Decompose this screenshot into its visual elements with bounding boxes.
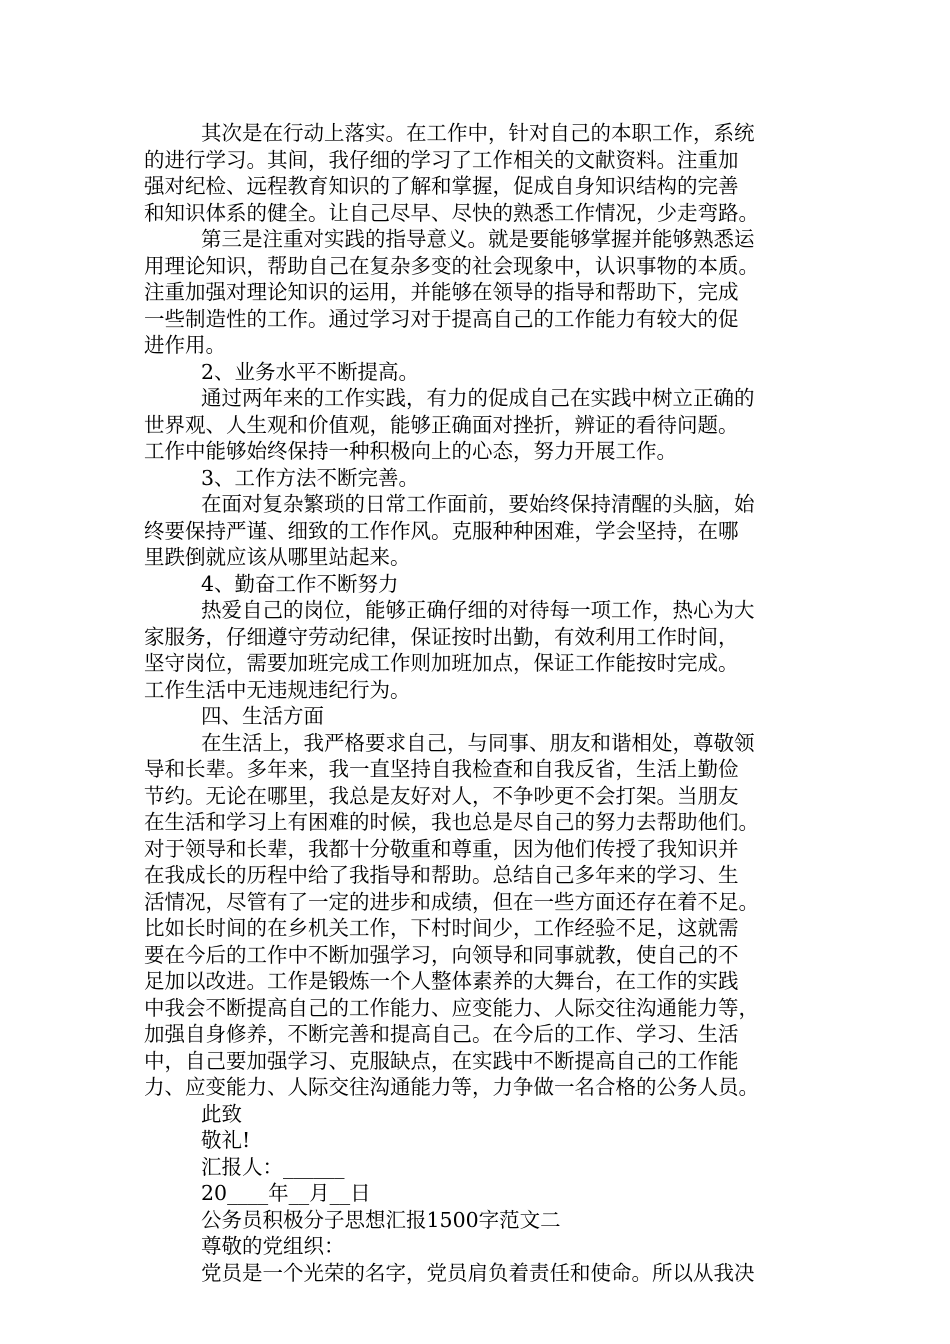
text-line: 强对纪检、远程教育知识的了解和掌握，促成自身知识结构的完善 [144, 174, 739, 198]
text-line: 在生活和学习上有困难的时候，我也总是尽自己的努力去帮助他们。 [144, 810, 759, 834]
text-line: 比如长时间的在乡机关工作，下村时间少，工作经验不足，这就需 [144, 916, 739, 940]
text-line: 工作生活中无违规违纪行为。 [144, 677, 411, 702]
text-line: 3、工作方法不断完善。 [201, 465, 420, 490]
text-line: 节约。无论在哪里，我总是友好对人，不争吵更不会打架。当朋友 [144, 783, 739, 808]
text-line: 中，自己要加强学习、克服缺点，在实践中不断提高自己的工作能 [144, 1048, 739, 1073]
text-line: 在面对复杂繁琐的日常工作面前，要始终保持清醒的头脑，始 [201, 492, 755, 516]
text-line: 2、业务水平不断提高。 [201, 359, 420, 384]
text-line: 在我成长的历程中给了我指导和帮助。总结自己多年来的学习、生 [144, 863, 739, 887]
text-line: 注重加强对理论知识的运用，并能够在领导的指导和帮助下，完成 [144, 280, 739, 304]
text-line: 足加以改进。工作是锻炼一个人整体素养的大舞台，在工作的实践 [144, 969, 739, 993]
text-line: 家服务，仔细遵守劳动纪律，保证按时出勤，有效利用工作时间， [144, 624, 739, 649]
text-line: 活情况，尽管有了一定的进步和成绩，但在一些方面还存在着不足。 [144, 889, 759, 914]
text-line: 此致 [201, 1101, 242, 1126]
text-line: 尊敬的党组织： [201, 1234, 345, 1258]
text-line: 力、应变能力、人际交往沟通能力等，力争做一名合格的公务人员。 [144, 1075, 759, 1099]
text-line: 4、勤奋工作不断努力 [201, 571, 399, 596]
text-line: 终要保持严谨、细致的工作作风。克服种种困难，学会坚持，在哪 [144, 518, 739, 543]
text-line: 四、生活方面 [201, 704, 324, 728]
text-line: 其次是在行动上落实。在工作中，针对自己的本职工作，系统 [201, 121, 755, 145]
text-line: 敬礼! [201, 1128, 251, 1152]
text-line: 世界观、人生观和价值观，能够正确面对挫折，辨证的看待问题。 [144, 412, 739, 437]
text-line: 导和长辈。多年来，我一直坚持自我检查和自我反省，生活上勤俭 [144, 757, 739, 781]
text-line: 加强自身修养，不断完善和提高自己。在今后的工作、学习、生活 [144, 1022, 739, 1046]
text-line: 坚守岗位，需要加班完成工作则加班加点，保证工作能按时完成。 [144, 651, 739, 675]
text-line: 20____年__月__日 [201, 1181, 371, 1205]
text-line: 要在今后的工作中不断加强学习，向领导和同事就教，使自己的不 [144, 942, 739, 967]
text-line: 用理论知识，帮助自己在复杂多变的社会现象中，认识事物的本质。 [144, 253, 759, 278]
document-body [144, 120, 814, 1286]
text-line: 公务员积极分子思想汇报1500字范文二 [201, 1207, 561, 1232]
text-line: 在生活上，我严格要求自己，与同事、朋友和谐相处，尊敬领 [201, 730, 755, 755]
text-line: 对于领导和长辈，我都十分敬重和尊重，因为他们传授了我知识并 [144, 836, 739, 861]
text-line: 热爱自己的岗位，能够正确仔细的对待每一项工作，热心为大 [201, 598, 755, 622]
text-line: 和知识体系的健全。让自己尽早、尽快的熟悉工作情况，少走弯路。 [144, 200, 759, 225]
text-line: 党员是一个光荣的名字，党员肩负着责任和使命。所以从我决 [201, 1260, 755, 1285]
text-line: 一些制造性的工作。通过学习对于提高自己的工作能力有较大的促 [144, 306, 739, 331]
text-line: 的进行学习。其间，我仔细的学习了工作相关的文献资料。注重加 [144, 147, 739, 172]
text-line: 汇报人：______ [201, 1154, 345, 1179]
text-line: 通过两年来的工作实践，有力的促成自己在实践中树立正确的 [201, 386, 755, 410]
text-line: 第三是注重对实践的指导意义。就是要能够掌握并能够熟悉运 [201, 227, 755, 251]
text-line: 里跌倒就应该从哪里站起来。 [144, 545, 411, 569]
text-line: 中我会不断提高自己的工作能力、应变能力、人际交往沟通能力等， [144, 995, 759, 1020]
text-line: 工作中能够始终保持一种积极向上的心态，努力开展工作。 [144, 439, 677, 463]
text-line: 进作用。 [144, 333, 226, 357]
